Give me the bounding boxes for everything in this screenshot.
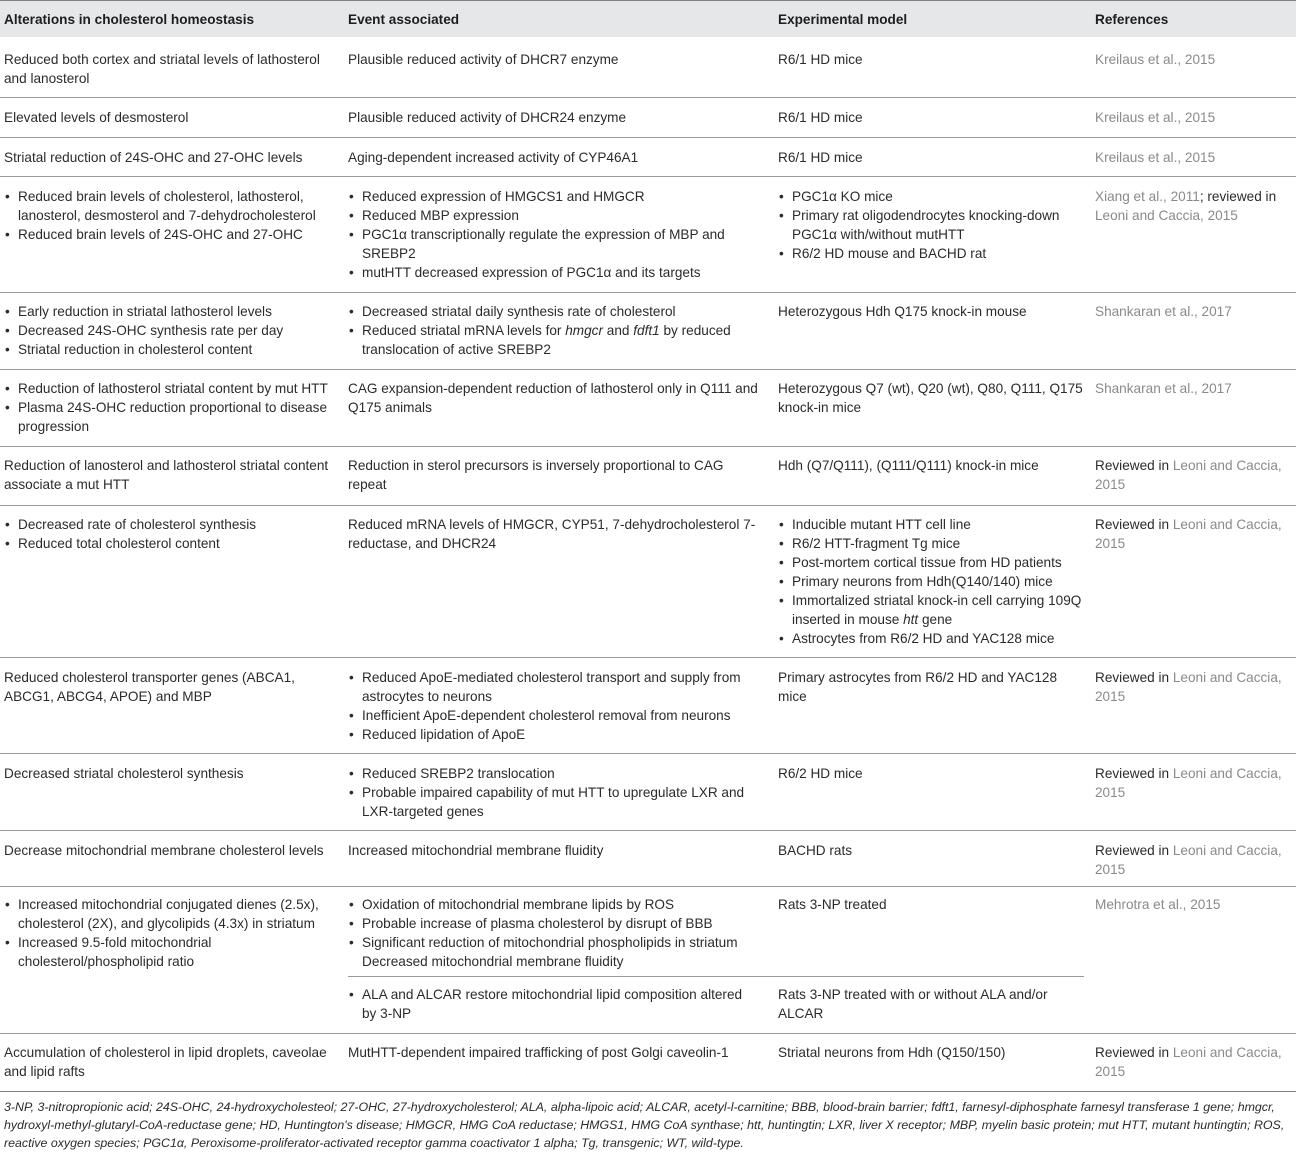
list-item: • Inefficient ApoE-dependent cholesterol removal from neurons — [348, 706, 758, 725]
list-item: • Reduced brain levels of cholesterol, lathosterol, lanosterol, desmosterol and 7-dehydrocholesterol — [4, 187, 334, 225]
event-cell — [348, 985, 758, 1023]
reference-text: Reviewed in — [1095, 1045, 1173, 1060]
alteration-cell — [4, 515, 334, 553]
list-item: • Increased mitochondrial conjugated dienes (2.5x), cholesterol (2X), and glycolipids (4.3x) in striatum — [4, 895, 334, 933]
list-item: • Increased 9.5-fold mitochondrial cholesterol/phospholipid ratio — [4, 933, 334, 971]
header-model: Experimental model — [778, 12, 908, 27]
event-cell: MutHTT-dependent impaired trafficking of post Golgi caveolin-1 — [348, 1045, 729, 1060]
reference-cell — [1095, 515, 1293, 553]
list-item: • Primary rat oligodendrocytes knocking-down PGC1α with/without mutHTT — [778, 206, 1088, 244]
table-header — [0, 0, 1296, 37]
model-cell: Striatal neurons from Hdh (Q150/150) — [778, 1045, 1006, 1060]
list-item: • Decreased striatal daily synthesis rate of cholesterol — [348, 302, 758, 321]
event-cell — [348, 895, 758, 971]
list-item: • R6/2 HD mouse and BACHD rat — [778, 244, 1088, 263]
list-item: • Reduced lipidation of ApoE — [348, 725, 758, 744]
list-item: • Reduced SREBP2 translocation — [348, 764, 758, 783]
list-item: • Astrocytes from R6/2 HD and YAC128 mice — [778, 629, 1088, 648]
list-item: • Significant reduction of mitochondrial phospholipids in striatum Decreased mitochondrial membrane fluidity — [348, 933, 758, 971]
list-item: • Early reduction in striatal lathosterol levels — [4, 302, 334, 321]
list-item: • Reduced ApoE-mediated cholesterol transport and supply from astrocytes to neurons — [348, 668, 758, 706]
list-item: • Oxidation of mitochondrial membrane lipids by ROS — [348, 895, 758, 914]
list-item: • PGC1α transcriptionally regulate the expression of MBP and SREBP2 — [348, 225, 758, 263]
alteration-cell: Reduced cholesterol transporter genes (ABCA1, ABCG1, ABCG4, APOE) and MBP — [4, 670, 295, 704]
list-item: • Reduced striatal mRNA levels for hmgcr and fdft1 by reduced translocation of active SREBP2 — [348, 321, 758, 359]
alteration-cell — [4, 187, 334, 244]
list-item: • mutHTT decreased expression of PGC1α and its targets — [348, 263, 758, 282]
table-row — [0, 658, 1296, 753]
list-item: • Decreased rate of cholesterol synthesis — [4, 515, 334, 534]
alteration-cell: Reduced both cortex and striatal levels of lathosterol and lanosterol — [4, 52, 320, 86]
event-cell — [348, 764, 758, 821]
list-item: • Plasma 24S-OHC reduction proportional to disease progression — [4, 398, 334, 436]
table-row — [0, 293, 1296, 369]
reference-text: Reviewed in — [1095, 843, 1173, 858]
alteration-cell — [4, 302, 334, 359]
model-cell: Rats 3-NP treated — [778, 897, 887, 912]
reference-cell — [1095, 187, 1293, 225]
list-item: • Striatal reduction in cholesterol content — [4, 340, 334, 359]
event-cell: Aging-dependent increased activity of CYP46A1 — [348, 150, 639, 165]
model-cell: R6/1 HD mice — [778, 52, 863, 67]
model-cell: R6/1 HD mice — [778, 110, 863, 125]
alteration-cell: Decrease mitochondrial membrane cholesterol levels — [4, 843, 324, 858]
table-row — [0, 98, 1296, 136]
reference-link[interactable]: Kreilaus et al., 2015 — [1095, 150, 1216, 165]
reference-link[interactable]: Leoni and Caccia, 2015 — [1095, 670, 1282, 704]
alteration-cell — [4, 379, 334, 436]
list-item: • Probable impaired capability of mut HTT to upregulate LXR and LXR-targeted genes — [348, 783, 758, 821]
event-cell: CAG expansion-dependent reduction of lathosterol only in Q111 and Q175 animals — [348, 381, 758, 415]
reference-link[interactable]: Leoni and Caccia, 2015 — [1095, 458, 1282, 492]
model-cell: Primary astrocytes from R6/2 HD and YAC128 mice — [778, 670, 1058, 704]
reference-cell — [1095, 456, 1293, 494]
reference-link[interactable]: Shankaran et al., 2017 — [1095, 304, 1232, 319]
alteration-cell: Decreased striatal cholesterol synthesis — [4, 766, 244, 781]
reference-text: Reviewed in — [1095, 458, 1173, 473]
reference-cell — [1095, 1043, 1293, 1081]
event-cell — [348, 187, 758, 282]
list-item: • Reduced expression of HMGCS1 and HMGCR — [348, 187, 758, 206]
event-cell: Reduced mRNA levels of HMGCR, CYP51, 7-dehydrocholesterol 7-reductase, and DHCR24 — [348, 517, 756, 551]
list-item: • PGC1α KO mice — [778, 187, 1088, 206]
model-cell: R6/1 HD mice — [778, 150, 863, 165]
list-item: • ALA and ALCAR restore mitochondrial lipid composition altered by 3-NP — [348, 985, 758, 1023]
table-row — [0, 1034, 1296, 1091]
alteration-cell: Accumulation of cholesterol in lipid droplets, caveolae and lipid rafts — [4, 1045, 327, 1079]
reference-cell — [1095, 841, 1293, 879]
list-item: • Post-mortem cortical tissue from HD patients — [778, 553, 1088, 572]
reference-link[interactable]: Kreilaus et al., 2015 — [1095, 110, 1216, 125]
header-event: Event associated — [348, 12, 460, 27]
reference-text: ; reviewed in — [1199, 189, 1277, 204]
alteration-cell: Striatal reduction of 24S-OHC and 27-OHC levels — [4, 150, 303, 165]
reference-link[interactable]: Leoni and Caccia, 2015 — [1095, 208, 1238, 223]
table-row — [0, 177, 1296, 292]
reference-text: Reviewed in — [1095, 766, 1173, 781]
reference-link[interactable]: Kreilaus et al., 2015 — [1095, 52, 1216, 67]
model-cell: Heterozygous Q7 (wt), Q20 (wt), Q80, Q111, Q175 knock-in mice — [778, 381, 1083, 415]
table-row — [0, 370, 1296, 446]
model-cell: BACHD rats — [778, 843, 853, 858]
header-alterations: Alterations in cholesterol homeostasis — [4, 12, 255, 27]
list-item: • R6/2 HTT-fragment Tg mice — [778, 534, 1088, 553]
reference-cell — [1095, 764, 1293, 802]
list-item: • Reduced total cholesterol content — [4, 534, 334, 553]
event-cell: Reduction in sterol precursors is inversely proportional to CAG repeat — [348, 458, 724, 492]
event-cell — [348, 302, 758, 359]
alteration-cell: Reduction of lanosterol and lathosterol striatal content associate a mut HTT — [4, 458, 329, 492]
header-references: References — [1095, 12, 1169, 27]
table-row — [0, 754, 1296, 830]
reference-link[interactable]: Leoni and Caccia, 2015 — [1095, 1045, 1282, 1079]
event-cell — [348, 668, 758, 744]
table-row — [0, 138, 1296, 176]
event-cell: Plausible reduced activity of DHCR24 enzyme — [348, 110, 627, 125]
table-row — [0, 36, 1296, 94]
model-cell: Rats 3-NP treated with or without ALA and/or ALCAR — [778, 987, 1048, 1021]
table-row — [0, 506, 1296, 657]
list-item: • Primary neurons from Hdh(Q140/140) mice — [778, 572, 1088, 591]
reference-text: Reviewed in — [1095, 517, 1173, 532]
model-cell: Hdh (Q7/Q111), (Q111/Q111) knock-in mice — [778, 458, 1039, 473]
alteration-cell: Elevated levels of desmosterol — [4, 110, 189, 125]
list-item: • Immortalized striatal knock-in cell carrying 109Q inserted in mouse htt gene — [778, 591, 1088, 629]
reference-link[interactable]: Shankaran et al., 2017 — [1095, 381, 1232, 396]
list-item: • Probable increase of plasma cholesterol by disrupt of BBB — [348, 914, 758, 933]
reference-link[interactable]: Leoni and Caccia, 2015 — [1095, 517, 1282, 551]
table-row — [0, 831, 1296, 886]
list-item: • Decreased 24S-OHC synthesis rate per day — [4, 321, 334, 340]
list-item: • Reduction of lathosterol striatal content by mut HTT — [4, 379, 334, 398]
event-cell: Plausible reduced activity of DHCR7 enzyme — [348, 52, 619, 67]
list-item: • Reduced MBP expression — [348, 206, 758, 225]
model-cell: Heterozygous Hdh Q175 knock-in mouse — [778, 304, 1027, 319]
table-footnote: 3-NP, 3-nitropropionic acid; 24S-OHC, 24-hydroxycholesteol; 27-OHC, 27-hydroxycholesterol; ALA, alpha-lipoic acid; ALCAR, acetyl-l-carnitine; BBB, blood-brain barrier; fdft1, farnesyl-diphosphate farnesyl transferase 1 gene; hmgcr, hydroxyl-methyl-glutaryl-CoA-reductase gene; HD, Huntington's disease; HMGCR, HMG CoA reductase; HMGS1, HMG CoA synthase; htt, huntingtin; LXR, liver X receptor; MBP, myelin basic protein; mut HTT, mutant huntingtin; ROS, reactive oxygen species; PGC1α, Peroxisome-proliferator-activated receptor gamma coactivator 1 alpha; Tg, transgenic; WT, wild-type. — [4, 1100, 1285, 1150]
reference-link[interactable]: Xiang et al., 2011 — [1095, 189, 1200, 204]
model-cell: R6/2 HD mice — [778, 766, 863, 781]
table-row — [0, 447, 1296, 505]
event-cell: Increased mitochondrial membrane fluidity — [348, 843, 604, 858]
list-item: • Inducible mutant HTT cell line — [778, 515, 1088, 534]
reference-cell — [1095, 668, 1293, 706]
reference-link[interactable]: Leoni and Caccia, 2015 — [1095, 766, 1282, 800]
table-row — [0, 887, 1296, 1033]
list-item: • Reduced brain levels of 24S-OHC and 27-OHC — [4, 225, 334, 244]
reference-link[interactable]: Leoni and Caccia, 2015 — [1095, 843, 1282, 877]
model-cell — [778, 515, 1088, 648]
model-cell — [778, 187, 1088, 263]
reference-link[interactable]: Mehrotra et al., 2015 — [1095, 897, 1221, 912]
alteration-cell — [4, 895, 334, 971]
reference-text: Reviewed in — [1095, 670, 1173, 685]
